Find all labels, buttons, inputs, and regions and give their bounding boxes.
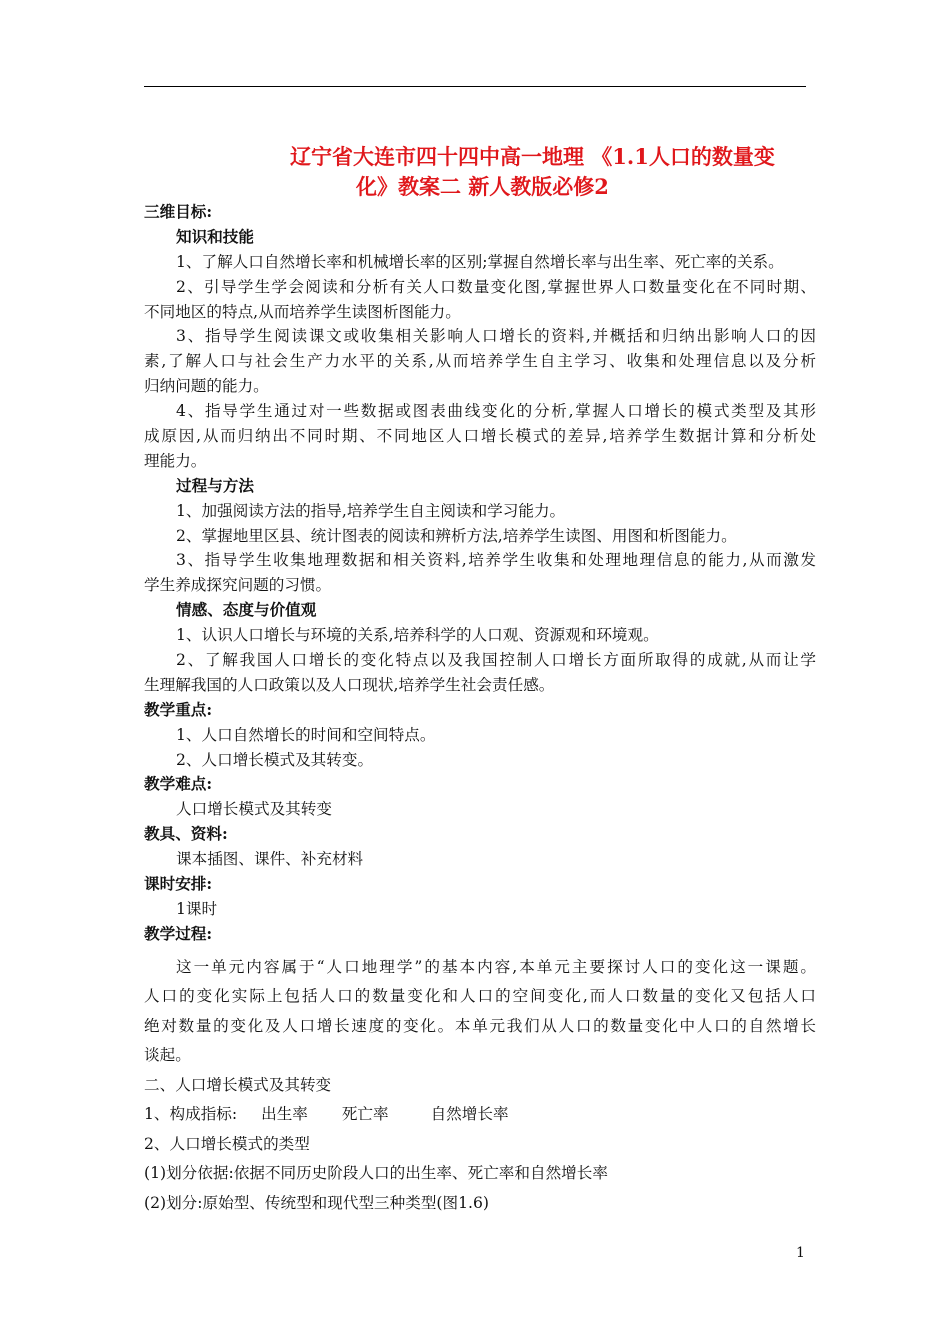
indicator-birth-rate: 出生率 xyxy=(261,1105,308,1124)
knowledge-item: 理能力。 xyxy=(144,451,207,470)
intro-line: 人口的变化实际上包括人口的数量变化和人口的空间变化,而人口数量的变化又包括人口 xyxy=(144,987,816,1006)
types-heading: 2、人口增长模式的类型 xyxy=(144,1134,310,1153)
knowledge-heading: 知识和技能 xyxy=(176,226,254,246)
indicators-row xyxy=(144,1100,816,1130)
indicators-label: 1、构成指标: xyxy=(144,1105,238,1124)
emotion-item: 1、认识人口增长与环境的关系,培养科学的人口观、资源观和环境观。 xyxy=(176,626,659,645)
materials-heading: 教具、资料: xyxy=(144,824,228,844)
process-item: 2、掌握地里区县、统计图表的阅读和辨析方法,培养学生读图、用图和析图能力。 xyxy=(176,526,737,545)
intro-line: 谈起。 xyxy=(144,1046,191,1065)
schedule-text: 1课时 xyxy=(176,899,218,918)
materials-text: 课本插图、课件、补充材料 xyxy=(176,850,364,869)
intro-line: 这一单元内容属于“人口地理学”的基本内容,本单元主要探讨人口的变化这一课题。 xyxy=(176,957,816,976)
process-item: 1、加强阅读方法的指导,培养学生自主阅读和学习能力。 xyxy=(176,501,566,520)
division-types: (2)划分:原始型、传统型和现代型三种类型(图1.6) xyxy=(144,1193,489,1212)
emotion-heading: 情感、态度与价值观 xyxy=(176,600,317,620)
page-number: 1 xyxy=(796,1245,805,1261)
key-point-item: 1、人口自然增长的时间和空间特点。 xyxy=(176,725,436,744)
key-point-item: 2、人口增长模式及其转变。 xyxy=(176,750,374,769)
indicator-death-rate: 死亡率 xyxy=(341,1105,389,1124)
indicator-natural-growth-rate: 自然增长率 xyxy=(430,1105,509,1124)
title-line-1: 辽宁省大连市四十四中高一地理 《1.1人口的数量变 xyxy=(290,144,775,169)
objectives-heading: 三维目标: xyxy=(144,202,213,221)
key-points-heading: 教学重点: xyxy=(144,699,213,719)
division-basis: (1)划分依据:依据不同历史阶段人口的出生率、死亡率和自然增长率 xyxy=(144,1164,608,1183)
knowledge-item: 素,了解人口与社会生产力水平的关系,从而培养学生自主学习、收集和处理信息以及分析 xyxy=(144,352,816,371)
document-body xyxy=(144,200,816,1218)
difficulty-heading: 教学难点: xyxy=(144,774,213,794)
knowledge-item: 3、指导学生阅读课文或收集相关影响人口增长的资料,并概括和归纳出影响人口的因 xyxy=(176,327,816,346)
teaching-process-heading: 教学过程: xyxy=(144,923,213,943)
knowledge-item: 成原因,从而归纳出不同时期、不同地区人口增长模式的差异,培养学生数据计算和分析处 xyxy=(144,427,816,446)
emotion-item: 生理解我国的人口政策以及人口现状,培养学生社会责任感。 xyxy=(144,675,555,694)
process-heading: 过程与方法 xyxy=(176,475,254,495)
section-heading: 二、人口增长模式及其转变 xyxy=(144,1075,332,1094)
intro-line: 绝对数量的变化及人口增长速度的变化。本单元我们从人口的数量变化中人口的自然增长 xyxy=(144,1016,816,1035)
knowledge-item: 不同地区的特点,从而培养学生读图析图能力。 xyxy=(144,302,461,321)
knowledge-item: 2、引导学生学会阅读和分析有关人口数量变化图,掌握世界人口数量变化在不同时期、 xyxy=(176,277,816,296)
header-rule xyxy=(144,86,806,87)
difficulty-text: 人口增长模式及其转变 xyxy=(176,800,332,819)
knowledge-item: 1、了解人口自然增长率和机械增长率的区别;掌握自然增长率与出生率、死亡率的关系。 xyxy=(176,252,784,271)
process-item: 3、指导学生收集地理数据和相关资料,培养学生收集和处理地理信息的能力,从而激发 xyxy=(176,551,816,570)
knowledge-item: 4、指导学生通过对一些数据或图表曲线变化的分析,掌握人口增长的模式类型及其形 xyxy=(176,402,816,421)
knowledge-item: 归纳问题的能力。 xyxy=(144,377,269,396)
schedule-heading: 课时安排: xyxy=(144,874,213,894)
title-line-2: 化》教案二 新人教版必修2 xyxy=(356,174,609,199)
emotion-item: 2、了解我国人口增长的变化特点以及我国控制人口增长方面所取得的成就,从而让学 xyxy=(176,651,816,670)
process-item: 学生养成探究问题的习惯。 xyxy=(144,576,332,595)
